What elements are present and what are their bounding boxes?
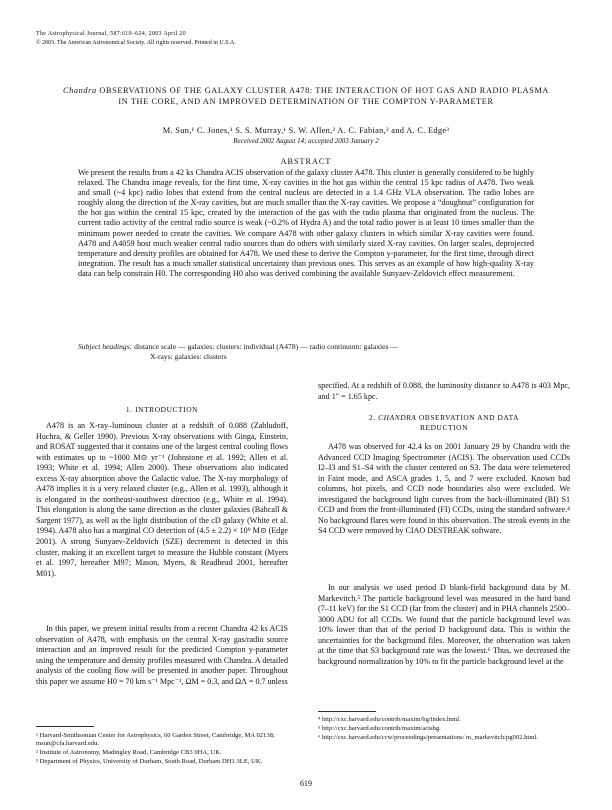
abstract-heading: ABSTRACT [280,157,332,166]
journal-header: The Astrophysical Journal, 587:619–624, 2003 April 20 [36,31,186,37]
obs-paragraph-2: In our analysis we used period D blank-field background data by M. Markevitch.⁵ The particle background level was measured in the hard band (7–11 keV) for the S1 CCD (far from the cluster) and in PHA channels 2500–3000 ADU for all CCDs. We found that the particle background level was 10% lower than that of the period D background data. This is within the uncertainties for the background files. Moreover, the observation was taken at the time that S3 background rate was the lowest.⁶ Thus, we decreased the background normalization by 10% to fit the particle background level at the [318,583,570,666]
obs-paragraph-1: A478 was observed for 42.4 ks on 2001 January 29 by Chandra with the Advanced CCD Imaging Spectrometer (ACIS). The observation used CCDs I2–I3 and S1–S4 with the cluster centered on S3. The data were telemetered in Faint mode, and ASCA grades 1, 5, and 7 were excluded. Known bad columns, hot pixels, and CCD node boundaries also were excluded. We investigated the background light curves from the back-illuminated (BI) S1 CCD and from the front-illuminated (FI) CCDs, using the standard software.⁴ No background flares were found in this observation. The streak events in the S4 CCD were removed by CIAO DESTREAK software. [318,442,570,536]
page-number: 619 [300,779,312,788]
footnote-6: ⁶ http://cxc.harvard.edu/ccw/proceedings/presentations/ m_markevitch/pg002.html. [318,734,538,741]
author-list: M. Sun,¹ C. Jones,¹ S. S. Murray,¹ S. W. Allen,² A. C. Fabian,² and A. C. Edge³ [162,126,450,135]
section-heading-italic: CHANDRA [378,413,417,422]
section-heading-observation: 2. CHANDRA OBSERVATION AND DATA REDUCTION [368,413,520,432]
subject-headings-line2: X-rays: galaxies: clusters [150,352,227,361]
intro-paragraph-2: In this paper, we present initial results from a recent Chandra 42 ks ACIS observation of A478, with emphasis on the central X-ray gas/radio source interaction and an improved result for the predicted Compton y-parameter using the temperature and density profiles measured with Chandra. A detailed analysis of the cooling flow will be presented in another paper. Throughout this paper we assume H0 = 70 km s⁻¹ Mpc⁻¹, ΩM = 0.3, and ΩΛ = 0.7 unless [36,624,288,686]
footnote-2: ² Institute of Astronomy, Madingley Road, Cambridge CB3 0HA, UK. [36,749,222,756]
footnote-rule-right [318,711,376,712]
received-dates: Received 2002 August 14; accepted 2003 January 2 [233,137,379,145]
copyright-line: © 2003. The American Astronomical Society. All rights reserved. Printed in U.S.A. [36,40,236,46]
intro-paragraph-1: A478 is an X-ray–luminous cluster at a redshift of 0.088 (Zabludoff, Huchra, & Geller 1990). Previous X-ray observations with Ginga, Einstein, and ROSAT suggested that it contains one of the largest central cooling flows with estimates up to ~1000 M⊙ yr⁻¹ (Johnstone et al. 1992; Allen et al. 1993; White et al. 1994; Allen 2000). These observations also indicated excess X-ray absorption above the Galactic value. The X-ray morphology of A478 implies it is a very relaxed cluster (e.g., Allen et al. 1993), although it is elongated in the northeast-southwest direction (e.g., White et al. 1994). This elongation is along the same direction as the cluster galaxies (Bahcall & Sargent 1977), as well as the light distribution of the cD galaxy (White et al. 1994). A478 also has a marginal CO detection of (4.5 ± 2.2) × 10⁹ M⊙ (Edge 2001). A strong Sunyaev-Zeldovich (SZE) decrement is detected in this cluster, making it an excellent target to measure the Hubble constant (Myers et al. 1997, hereafter M97; Mason, Myers, & Readhead 2001, hereafter M01). [36,421,288,578]
title-rest: OBSERVATIONS OF THE GALAXY CLUSTER A478: THE INTERACTION OF HOT GAS AND RADIO PLASMA IN THE CORE, AND AN IMPROVED DETERMINATION OF THE COMPTON Y-PARAMETER [99,86,550,106]
footnote-rule [36,726,94,727]
abstract-text: We present the results from a 42 ks Chandra ACIS observation of the galaxy cluster A478. This cluster is generally considered to be highly relaxed. The Chandra image reveals, for the first time, X-ray cavities in the hot gas within the central 15 kpc radius of A478. Two weak and small (~4 kpc) radio lobes that extend from the central nucleus are detected in a 1.4 GHz VLA observation. The radio lobes are roughly along the direction of the X-ray cavities, but are much smaller than the X-ray cavities. We propose a “doughnut” configuration for the hot gas within the central 15 kpc, created by the interaction of the gas with the radio plasma that originated from the nucleus. The current radio activity of the central radio source is weak (~0.2% of Hydra A) and the total radio power is at least 10 times smaller than the minimum power needed to create the cavities. We compare A478 with other galaxy clusters in which similar X-ray cavities were found. A478 and A4059 host much weaker central radio sources than do others with similarly sized X-ray cavities. On larger scales, deprojected temperature and density profiles are obtained for A478. We used these to derive the Compton y-parameter, for the first time, through direct integration. The result has a much smaller statistical uncertainty than previous ones. This serves as an example of how high-quality X-ray data can help constrain H0. The corresponding H0 also was derived combining the available Sunyaev-Zeldovich effect measurement. [78,168,534,278]
paper-title [60,86,552,107]
footnote-5: ⁵ http://cxc.harvard.edu/contrib/maxim/acisbg. [318,725,441,732]
title-italic: Chandra [62,86,97,95]
subject-headings-line1: distance scale — galaxies: clusters: individual (A478) — radio continuum: galaxies — [134,342,398,351]
section-heading-line1: OBSERVATION AND DATA [418,413,520,422]
footnote-4: ⁴ http://cxc.harvard.edu/contrib/maxim/bg/index.html. [318,716,461,723]
section-heading-introduction: 1. INTRODUCTION [125,405,199,414]
intro-paragraph-3: specified. At a redshift of 0.088, the luminosity distance to A478 is 403 Mpc, and 1″ = 1.65 kpc. [318,381,570,401]
subject-headings-label: Subject headings: [78,342,133,351]
subject-headings [78,342,534,362]
section-heading-line2: REDUCTION [419,423,469,432]
footnote-3: ³ Department of Physics, University of Durham, South Road, Durham DH1 3LE, UK. [36,758,263,765]
footnote-1: ¹ Harvard-Smithsonian Center for Astrophysics, 60 Garden Street, Cambridge, MA 02138; msun@cfa.harvard.edu. [36,732,275,748]
